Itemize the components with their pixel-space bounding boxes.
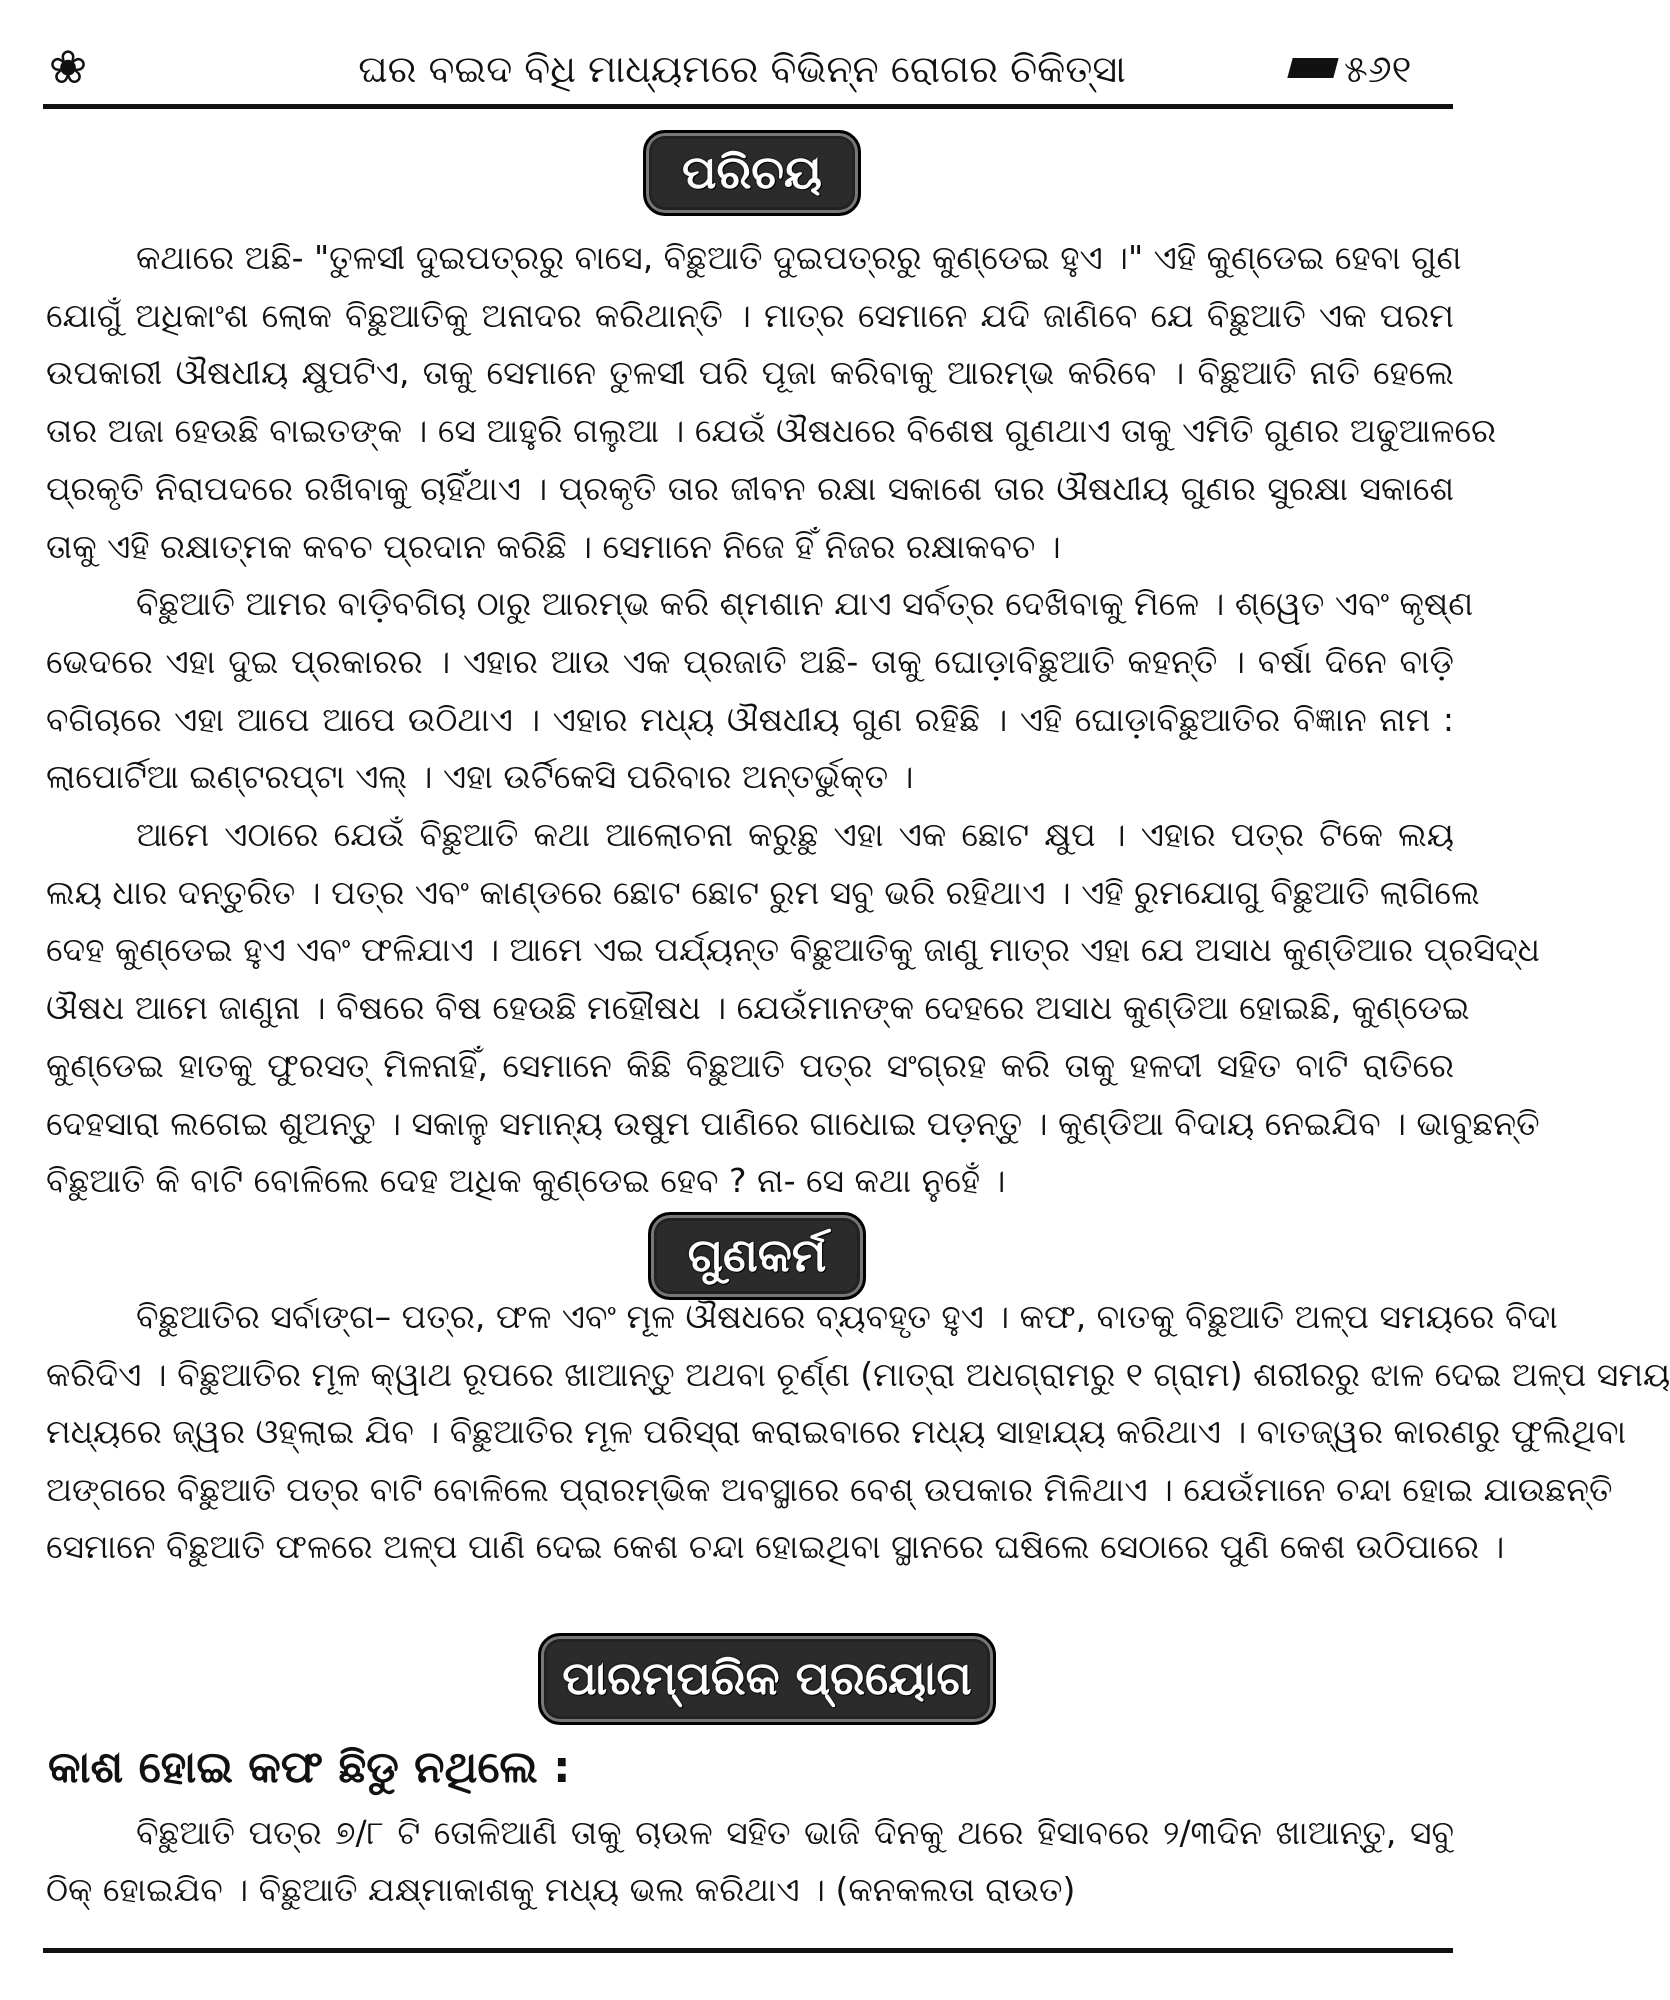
text-line: ଔଷଧ ଆମେ ଜାଣୁନା । ବିଷରେ ବିଷ ହେଉଛି ମହୌଷଧ । ଯେଉଁମାନଙ୍କ ଦେହରେ ଅସାଧ କୁଣ୍ଡିଆ ହୋଇଛି, କୁଣ୍ଡେଇ bbox=[46, 988, 1470, 1027]
footer-rule bbox=[43, 1948, 1453, 1953]
heading-intro: ପରିଚୟ bbox=[643, 130, 861, 216]
text-line: କୁଣ୍ଡେଇ ହାତକୁ ଫୁରସତ୍ ମିଳନାହିଁ, ସେମାନେ କିଛି ବିଛୁଆତି ପତ୍ର ସଂଗ୍ରହ କରି ତାକୁ ହଳଦୀ ସହିତ ବାଟି ରାତିରେ bbox=[46, 1046, 1454, 1085]
text-line: ଆମେ ଏଠାରେ ଯେଉଁ ବିଛୁଆତି କଥା ଆଲୋଚନା କରୁଛୁ ଏହା ଏକ ଛୋଟ କ୍ଷୁପ । ଏହାର ପତ୍ର ଟିକେ ଲୟ bbox=[136, 815, 1454, 854]
text-line: କରିଦିଏ । ବିଛୁଆତିର ମୂଳ କ୍ୱାଥ ରୂପରେ ଖାଆନ୍ତୁ ଅଥବା ଚୂର୍ଣ୍ଣ (ମାତ୍ରା ଅଧଗ୍ରାମରୁ ୧ ଗ୍ରାମ) ଶରୀରରୁ ଝାଳ ଦେଇ ଅଳ୍ପ ସମୟ bbox=[46, 1355, 1670, 1394]
text-line: ମଧ୍ୟରେ ଜ୍ୱର ଓହ୍ଲାଇ ଯିବ । ବିଛୁଆତିର ମୂଳ ପରିସ୍ରା କରାଇବାରେ ମଧ୍ୟ ସାହାଯ୍ୟ କରିଥାଏ । ବାତଜ୍ୱର କାରଣରୁ ଫୁଲିଥିବା bbox=[46, 1412, 1627, 1451]
text-line: ବିଛୁଆତି କି ବାଟି ବୋଳିଲେ ଦେହ ଅଧିକ କୁଣ୍ଡେଇ ହେବ ? ନା- ସେ କଥା ନୁହେଁ । bbox=[46, 1161, 1006, 1200]
text-line: ଦେହ କୁଣ୍ଡେଇ ହୁଏ ଏବଂ ଫଳିଯାଏ । ଆମେ ଏଇ ପର୍ଯ୍ୟନ୍ତ ବିଛୁଆତିକୁ ଜାଣୁ ମାତ୍ର ଏହା ଯେ ଅସାଧ କୁଣ୍ଡିଆର ପ୍ରସିଦ୍ଧ bbox=[46, 930, 1541, 969]
text-line: ବିଛୁଆତି ଆମର ବାଡ଼ିବଗିଚା ଠାରୁ ଆରମ୍ଭ କରି ଶ୍ମଶାନ ଯାଏ ସର୍ବତ୍ର ଦେଖିବାକୁ ମିଳେ । ଶ୍ୱେତ ଏବଂ କୃଷ୍ଣ bbox=[136, 584, 1474, 623]
running-header-title: ଘର ବଇଦ ବିଧି ମାଧ୍ୟମରେ ବିଭିନ୍ନ ରୋଗର ଚିକିତ୍ସା bbox=[358, 47, 1126, 91]
text-line: ଭେଦରେ ଏହା ଦୁଇ ପ୍ରକାରର । ଏହାର ଆଉ ଏକ ପ୍ରଜାତି ଅଛି- ତାକୁ ଘୋଡ଼ାବିଛୁଆତି କହନ୍ତି । ବର୍ଷା ଦିନେ ବାଡ଼ି bbox=[46, 642, 1454, 681]
text-line: କଥାରେ ଅଛି- "ତୁଳସୀ ଦୁଇପତ୍ରରୁ ବାସେ, ବିଛୁଆତି ଦୁଇପତ୍ରରୁ କୁଣ୍ଡେଇ ହୁଏ ।" ଏହି କୁଣ୍ଡେଇ ହେବା ଗୁଣ bbox=[136, 238, 1462, 277]
text-line: ସେମାନେ ବିଛୁଆତି ଫଳରେ ଅଳ୍ପ ପାଣି ଦେଇ କେଶ ଚନ୍ଦା ହୋଇଥିବା ସ୍ଥାନରେ ଘଷିଲେ ସେଠାରେ ପୁଣି କେଶ ଉଠିପାରେ । bbox=[46, 1527, 1505, 1566]
page-number-marker bbox=[1287, 58, 1338, 78]
text-line: ଯୋଗୁଁ ଅଧିକାଂଶ ଲୋକ ବିଛୁଆତିକୁ ଅନାଦର କରିଥାନ୍ତି । ମାତ୍ର ସେମାନେ ଯଦି ଜାଣିବେ ଯେ ବିଛୁଆତି ଏକ ପରମ bbox=[46, 296, 1454, 335]
text-line: ତାର ଅଜା ହେଉଛି ବାଇତଙ୍କ । ସେ ଆହୁରି ଗଲୁଆ । ଯେଉଁ ଔଷଧରେ ବିଶେଷ ଗୁଣଥାଏ ତାକୁ ଏମିତି ଗୁଣର ଅଢୁଆଳରେ bbox=[46, 411, 1497, 450]
text-line: ବଗିଚାରେ ଏହା ଆପେ ଆପେ ଉଠିଥାଏ । ଏହାର ମଧ୍ୟ ଔଷଧୀୟ ଗୁଣ ରହିଛି । ଏହି ଘୋଡ଼ାବିଛୁଆତିର ବିଜ୍ଞାନ ନାମ : bbox=[46, 700, 1454, 739]
flower-ornament-icon: ❀ bbox=[48, 40, 88, 94]
page-number: ୫୬୧ bbox=[1344, 47, 1412, 91]
header-rule bbox=[43, 104, 1453, 109]
text-line: ଅଙ୍ଗରେ ବିଛୁଆତି ପତ୍ର ବାଟି ବୋଳିଲେ ପ୍ରାରମ୍ଭିକ ଅବସ୍ଥାରେ ବେଶ୍ ଉପକାର ମିଳିଥାଏ । ଯେଉଁମାନେ ଚନ୍ଦା ହୋଇ ଯାଉଛନ୍ତି bbox=[46, 1470, 1613, 1509]
text-line: ଠିକ୍ ହୋଇଯିବ । ବିଛୁଆତି ଯକ୍ଷ୍ମାକାଶକୁ ମଧ୍ୟ ଭଲ କରିଥାଏ । (କନକଲତା ରାଉତ) bbox=[46, 1870, 1076, 1909]
heading-traditional-use: ପାରମ୍ପରିକ ପ୍ରୟୋଗ bbox=[538, 1633, 996, 1725]
text-line: ବିଛୁଆତିର ସର୍ବାଙ୍ଗ– ପତ୍ର, ଫଳ ଏବଂ ମୂଳ ଔଷଧରେ ବ୍ୟବହୃତ ହୁଏ । କଫ, ବାତକୁ ବିଛୁଆତି ଅଳ୍ପ ସମୟରେ ବିଦା bbox=[136, 1297, 1558, 1336]
text-line: ଲୟ ଧାର ଦନ୍ତୁରିତ । ପତ୍ର ଏବଂ କାଣ୍ଡରେ ଛୋଟ ଛୋଟ ରୁମ ସବୁ ଭରି ରହିଥାଏ । ଏହି ରୁମଯୋଗୁ ବିଛୁଆତି ଲାଗିଲେ bbox=[46, 873, 1480, 912]
text-line: ଦେହସାରା ଲଗେଇ ଶୁଅନ୍ତୁ । ସକାଳୁ ସମାନ୍ୟ ଉଷୁମ ପାଣିରେ ଗାଧୋଇ ପଡ଼ନ୍ତୁ । କୁଣ୍ଡିଆ ବିଦାୟ ନେଇଯିବ । ଭାବୁଛନ୍ତି bbox=[46, 1104, 1540, 1143]
remedy-subheading: କାଶ ହୋଇ କଫ ଛିଡୁ ନଥିଲେ : bbox=[48, 1742, 571, 1793]
heading-properties: ଗୁଣକର୍ମ bbox=[648, 1212, 866, 1300]
text-line: ଉପକାରୀ ଔଷଧୀୟ କ୍ଷୁପଟିଏ, ତାକୁ ସେମାନେ ତୁଳସୀ ପରି ପୂଜା କରିବାକୁ ଆରମ୍ଭ କରିବେ । ବିଛୁଆତି ନାତି ହେଲେ bbox=[46, 353, 1454, 392]
text-line: ତାକୁ ଏହି ରକ୍ଷାତ୍ମକ କବଚ ପ୍ରଦାନ କରିଛି । ସେମାନେ ନିଜେ ହିଁ ନିଜର ରକ୍ଷାକବଚ । bbox=[46, 527, 1061, 566]
text-line: ଲାପୋର୍ଟିଆ ଇଣ୍ଟରପ୍ଟା ଏଲ୍ । ଏହା ଉର୍ଟିକେସି ପରିବାର ଅନ୍ତର୍ଭୁକ୍ତ । bbox=[46, 757, 914, 796]
text-line: ବିଛୁଆତି ପତ୍ର ୭/୮ ଟି ତୋଳିଆଣି ତାକୁ ଚାଉଳ ସହିତ ଭାଜି ଦିନକୁ ଥରେ ହିସାବରେ ୨/୩ଦିନ ଖାଆନ୍ତୁ, ସବୁ bbox=[136, 1813, 1454, 1852]
text-line: ପ୍ରକୃତି ନିରାପଦରେ ରଖିବାକୁ ଚାହିଁଥାଏ । ପ୍ରକୃତି ତାର ଜୀବନ ରକ୍ଷା ସକାଶେ ତାର ଔଷଧୀୟ ଗୁଣର ସୁରକ୍ଷା ସକାଶେ bbox=[46, 469, 1454, 508]
